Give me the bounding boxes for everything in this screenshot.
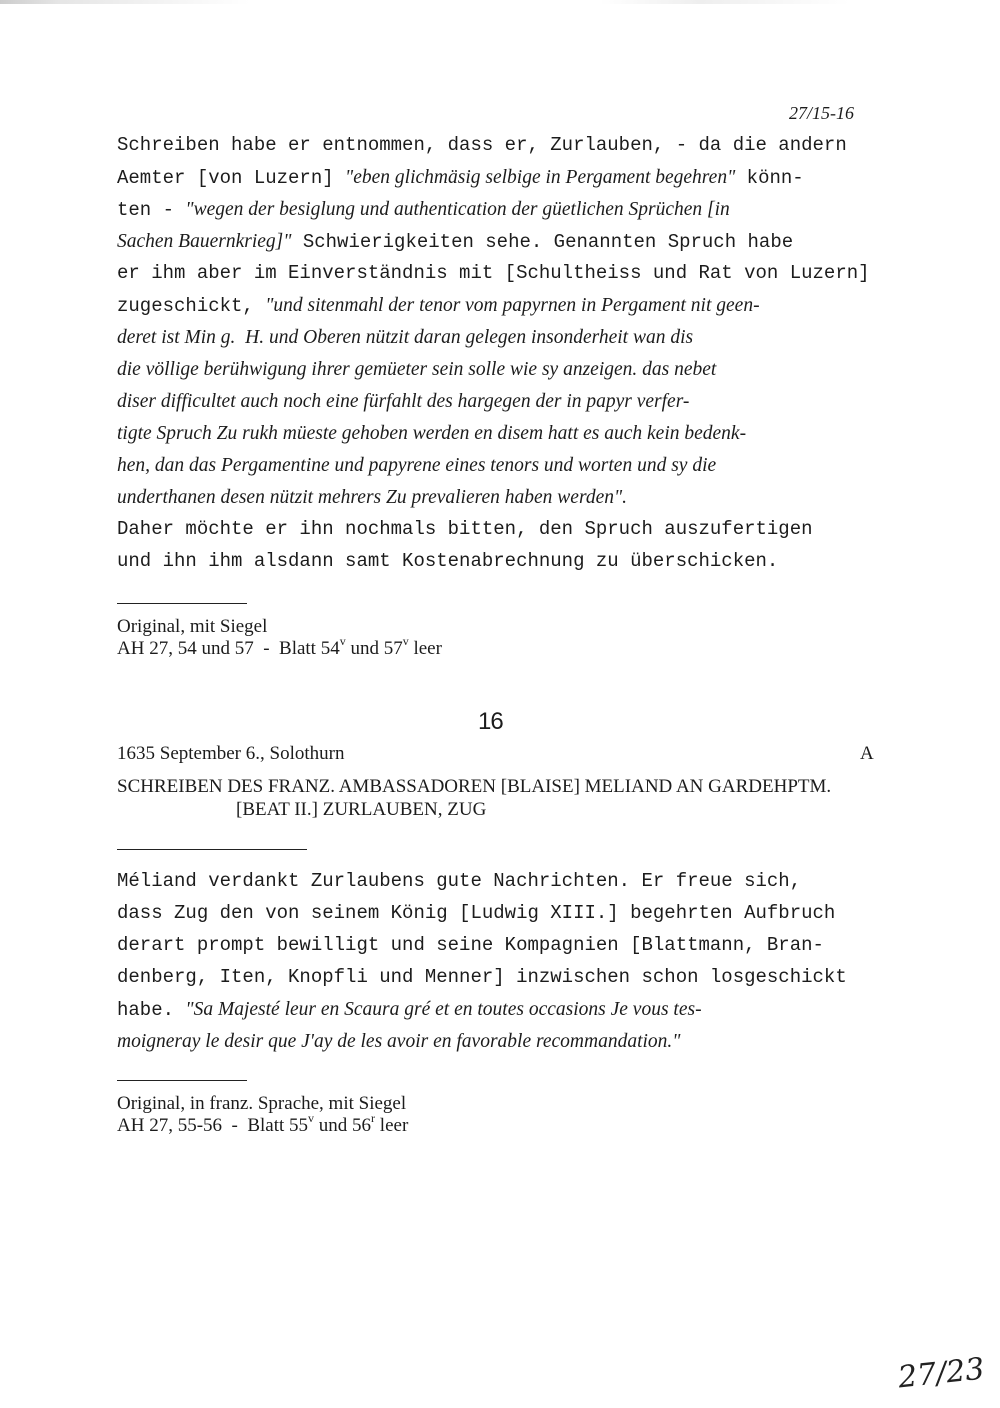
summary-text: und ihn ihm alsdann samt Kostenabrechnung zu überschicken. xyxy=(117,550,779,572)
document-number: 16 xyxy=(478,708,503,735)
source-note-2-line-2: AH 27, 55-56 - Blatt 55$^v$ und 56$^r$ leer xyxy=(117,1111,409,1136)
quoted-source-text: "eben glichmäsig selbige in Pergament begehren" xyxy=(345,167,736,188)
paragraph-1-line xyxy=(117,264,870,283)
footnote-divider-1 xyxy=(117,603,247,604)
quoted-source-text: tigte Spruch Zu rukh müeste gehoben werden en disem hatt es auch kein bedenk- xyxy=(117,423,747,444)
paragraph-1-line xyxy=(117,456,716,476)
quoted-source-text: hen, dan das Pergamentine und papyrene eines tenors und worten und sy die xyxy=(117,455,717,476)
paragraph-1-line xyxy=(117,296,760,316)
document-type-marker: A xyxy=(860,743,874,764)
summary-text: Daher möchte er ihn nochmals bitten, den Spruch auszufertigen xyxy=(117,518,813,540)
paragraph-2-line xyxy=(117,936,824,955)
scan-edge-artifact xyxy=(0,0,1000,4)
paragraph-1-line xyxy=(117,328,693,348)
paragraph-1-line xyxy=(117,488,627,508)
paragraph-1-line xyxy=(117,392,689,412)
document-title-line-2: [BEAT II.] ZURLAUBEN, ZUG xyxy=(236,799,487,820)
paragraph-1-line xyxy=(117,360,716,380)
summary-text: dass Zug den von seinem König [Ludwig XIII.] begehrten Aufbruch xyxy=(117,902,836,924)
paragraph-1-line xyxy=(117,552,778,571)
summary-text: derart prompt bewilligt und seine Kompagnien [Blattmann, Bran- xyxy=(117,934,824,956)
paragraph-1-line xyxy=(117,424,746,444)
summary-text: könn- xyxy=(735,167,804,189)
document-title-line-1: SCHREIBEN DES FRANZ. AMBASSADOREN [BLAISE] MELIAND AN GARDEHPTM. xyxy=(117,776,832,797)
handwritten-page-number: 27/23 xyxy=(896,1351,987,1396)
source-note-1-line-2: AH 27, 54 und 57 - Blatt 54$^v$ und 57$^v$ leer xyxy=(117,634,442,659)
quoted-source-text: "wegen der besiglung und authentication der güetlichen Sprüchen [in xyxy=(185,199,730,220)
quoted-source-text: "Sa Majesté leur en Scaura gré et en toutes occasions Je vous tes- xyxy=(185,999,702,1020)
quoted-source-text: moigneray le desir que J'ay de les avoir en favorable recommandation." xyxy=(117,1031,681,1052)
summary-text: Schreiben habe er entnommen, dass er, Zurlauben, - da die andern xyxy=(117,134,847,156)
footnote-divider-2 xyxy=(117,1080,247,1081)
quoted-source-text: Sachen Bauernkrieg]" xyxy=(117,231,292,252)
source-note-2-line-1: Original, in franz. Sprache, mit Siegel xyxy=(117,1093,407,1114)
title-divider xyxy=(117,849,307,850)
paragraph-1-line xyxy=(117,200,730,220)
paragraph-1-line xyxy=(117,168,804,188)
date-place-line: 1635 September 6., Solothurn xyxy=(117,743,345,764)
summary-text: zugeschickt, xyxy=(117,295,266,317)
paragraph-1-line xyxy=(117,520,813,539)
paragraph-1-line xyxy=(117,232,793,252)
paragraph-2-line xyxy=(117,968,847,987)
paragraph-2-line xyxy=(117,904,835,923)
quoted-source-text: deret ist Min g. H. und Oberen nützit daran gelegen insonderheit wan dis xyxy=(117,327,694,348)
summary-text: Schwierigkeiten sehe. Genannten Spruch habe xyxy=(291,231,794,253)
paragraph-2-line xyxy=(117,872,801,891)
quoted-source-text: underthanen desen nützit mehrers Zu prevalieren haben werden". xyxy=(117,487,628,508)
summary-text: Méliand verdankt Zurlaubens gute Nachrichten. Er freue sich, xyxy=(117,870,802,892)
summary-text: denberg, Iten, Knopfli und Menner] inzwischen schon losgeschickt xyxy=(117,966,847,988)
summary-text: Aemter [von Luzern] xyxy=(117,167,346,189)
quoted-source-text: "und sitenmahl der tenor vom papyrnen in Pergament nit geen- xyxy=(265,295,760,316)
summary-text: habe. xyxy=(117,999,186,1021)
paragraph-2-line xyxy=(117,1000,702,1020)
source-note-1-line-1: Original, mit Siegel xyxy=(117,616,268,637)
summary-text: ten - xyxy=(117,199,186,221)
document-reference: 27/15-16 xyxy=(789,103,854,123)
quoted-source-text: diser difficultet auch noch eine fürfahlt des hargegen der in papyr verfer- xyxy=(117,391,690,412)
quoted-source-text: die völlige berühwigung ihrer gemüeter sein solle wie sy anzeigen. das nebet xyxy=(117,359,717,380)
paragraph-1-line xyxy=(117,136,847,155)
summary-text: er ihm aber im Einverständnis mit [Schultheiss und Rat von Luzern] xyxy=(117,262,870,284)
paragraph-2-line xyxy=(117,1032,680,1052)
